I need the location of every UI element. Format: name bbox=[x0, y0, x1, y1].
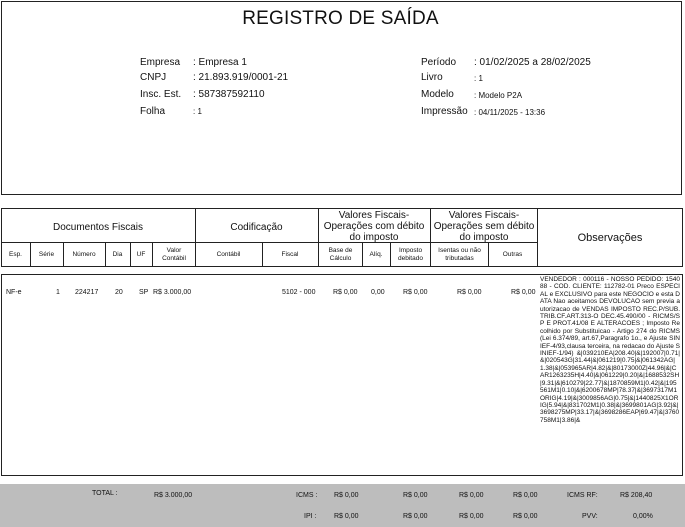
ipi-label: IPI : bbox=[304, 513, 317, 520]
ipi-outras: R$ 0,00 bbox=[513, 513, 538, 520]
divider bbox=[152, 242, 153, 267]
cell-aliq: 0,00 bbox=[371, 289, 385, 296]
divider bbox=[390, 242, 391, 267]
icms-debitado: R$ 0,00 bbox=[403, 492, 428, 499]
total-value: R$ 3.000,00 bbox=[154, 492, 193, 499]
livro-value: : 1 bbox=[474, 74, 483, 83]
group-documentos-fiscais: Documentos Fiscais bbox=[52, 222, 144, 233]
col-aliq: Alíq. bbox=[369, 251, 383, 258]
folha-value: : 1 bbox=[193, 107, 202, 116]
group-codificacao: Codificação bbox=[230, 222, 283, 233]
group-observacoes: Observações bbox=[577, 232, 643, 244]
livro-label: Livro bbox=[421, 72, 443, 83]
divider bbox=[318, 208, 319, 267]
folha-label: Folha bbox=[140, 106, 166, 117]
col-contabil: Contábil bbox=[216, 251, 241, 258]
cell-imposto-debitado: R$ 0,00 bbox=[403, 289, 428, 296]
cell-isentas: R$ 0,00 bbox=[457, 289, 482, 296]
icms-label: ICMS : bbox=[296, 492, 318, 499]
pvv-label: PVV: bbox=[582, 513, 598, 520]
totals-footer bbox=[0, 484, 685, 527]
insc-est-value: : 587387592110 bbox=[193, 89, 265, 100]
pvv-value: 0,00% bbox=[633, 513, 653, 520]
modelo-value: : Modelo P2A bbox=[474, 91, 523, 100]
cell-valor-contabil: R$ 3.000,00 bbox=[153, 289, 192, 296]
icms-outras: R$ 0,00 bbox=[513, 492, 538, 499]
total-label: TOTAL : bbox=[92, 490, 118, 497]
icms-rf-value: R$ 208,40 bbox=[620, 492, 653, 499]
impressao-label: Impressão bbox=[421, 106, 468, 117]
ipi-debitado: R$ 0,00 bbox=[403, 513, 428, 520]
cell-outras: R$ 0,00 bbox=[511, 289, 536, 296]
col-isentas: Isentas ou não tributadas bbox=[438, 247, 481, 262]
col-valor-contabil: Valor Contábil bbox=[162, 247, 186, 262]
cnpj-label: CNPJ bbox=[140, 72, 167, 83]
col-fiscal: Fiscal bbox=[281, 251, 299, 258]
col-outras: Outras bbox=[502, 251, 523, 258]
cell-esp: NF-e bbox=[6, 289, 22, 296]
cell-dia: 20 bbox=[115, 289, 123, 296]
impressao-value: : 04/11/2025 - 13:36 bbox=[474, 108, 546, 117]
cell-observacoes: VENDEDOR : 000116 - NOSSO PEDIDO: 154088 - COD. CLIENTE: 112782-01 Preco ESPECIAL e EXCLUSIVO para este NEGOCIO e esta DATA Nao aceitamos DEVOLUCAO sem previa autorizacao de VENDAS IMPOSTO REC.P/SUB.TRIB.CF.ART.313-O DEC.45.490/00 - RICMS/SP E PROT.41/08 E ALTERACOES ; Imposto Recolhido por Substituicao - Artigo 274 do RICMS (Lei 6.374/89, art.67,Paragrafo 1o., e Ajuste SINIEF-4/93,clausa terceira, na redacao do Ajuste SINIEF-1/94) &|039210EA|208.40|&|192007|0.71|&|020543G|31.44|&|061219|0.75|&|061342AG|1.38|&|053965AR|4.82|&|80173000Z|44.96|&|CAR1263235H|4.40|&|061229|0.20|&|1688532SH|9.31|&|610279|22.77|&|1870859M1|0.42|&|195561M1|0.10|&|6200678MP|78.37|&|3697317M1ORIG|4.19|&|3009856AG|0.75|&|1440825X1ORIG|5.94|&|831702M1|0.38|&|3699801AG|3.92|&|3698275MP|33.17|&|3698286EAP|69.47|&|3760758M1|3.86|& bbox=[540, 276, 680, 424]
insc-est-label: Insc. Est. bbox=[140, 89, 182, 100]
cnpj-value: : 21.893.919/0001-21 bbox=[193, 72, 289, 83]
cell-uf: SP bbox=[139, 289, 149, 296]
col-imposto-debitado: Imposto debitado bbox=[398, 247, 423, 262]
col-dia: Dia bbox=[112, 251, 123, 258]
report-header bbox=[1, 1, 682, 195]
report-title: REGISTRO DE SAÍDA bbox=[242, 8, 439, 29]
group-sem-debito: Valores Fiscais- Operações sem débito do imposto bbox=[433, 210, 535, 243]
cell-serie: 1 bbox=[56, 289, 60, 296]
col-uf: UF bbox=[136, 251, 146, 258]
empresa-label: Empresa bbox=[140, 57, 181, 68]
icms-base: R$ 0,00 bbox=[334, 492, 359, 499]
cell-numero: 224217 bbox=[75, 289, 99, 296]
col-serie: Série bbox=[38, 251, 55, 258]
cell-base-calculo: R$ 0,00 bbox=[333, 289, 358, 296]
col-numero: Número bbox=[72, 251, 96, 258]
icms-isentas: R$ 0,00 bbox=[459, 492, 484, 499]
col-base-calculo: Base de Cálculo bbox=[328, 247, 353, 262]
modelo-label: Modelo bbox=[421, 89, 454, 100]
divider bbox=[430, 208, 431, 267]
ipi-isentas: R$ 0,00 bbox=[459, 513, 484, 520]
ipi-base: R$ 0,00 bbox=[334, 513, 359, 520]
empresa-value: : Empresa 1 bbox=[193, 57, 247, 68]
periodo-value: : 01/02/2025 a 28/02/2025 bbox=[474, 57, 591, 68]
col-esp: Esp. bbox=[8, 251, 22, 258]
icms-rf-label: ICMS RF: bbox=[567, 492, 598, 499]
group-com-debito: Valores Fiscais- Operações com débito do imposto bbox=[323, 210, 425, 243]
periodo-label: Período bbox=[421, 57, 457, 68]
cell-fiscal: 5102 - 000 bbox=[282, 289, 316, 296]
